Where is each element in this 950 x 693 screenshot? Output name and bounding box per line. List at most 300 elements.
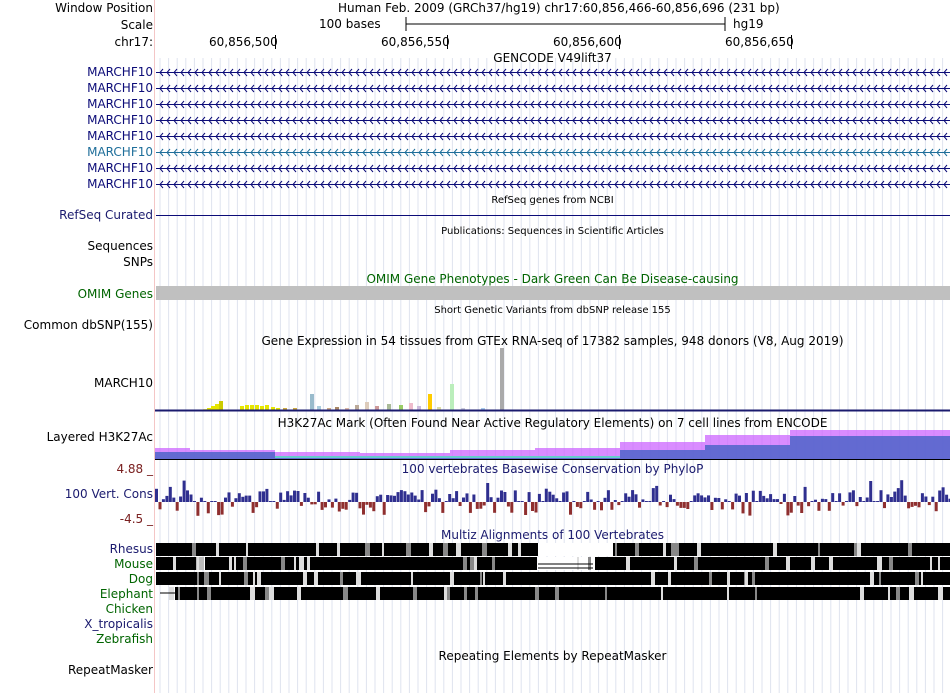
ruler-tick-label: 60,856,650 xyxy=(725,35,794,49)
conservation-bar xyxy=(359,502,362,508)
conservation-bar xyxy=(255,502,258,507)
gencode-transcript-line[interactable] xyxy=(156,132,950,141)
conservation-track-label[interactable]: 100 Vert. Cons xyxy=(64,487,153,501)
multiz-gap xyxy=(197,557,199,570)
multiz-gap xyxy=(829,557,833,570)
multiz-block xyxy=(175,587,950,600)
conservation-bar xyxy=(193,501,196,502)
conservation-bar xyxy=(862,501,865,502)
multiz-gap xyxy=(447,587,450,600)
conservation-bar xyxy=(155,489,158,502)
multiz-species-label[interactable]: Dog xyxy=(128,572,153,586)
conservation-bar xyxy=(645,501,648,502)
conservation-bar xyxy=(507,502,510,507)
conservation-bar xyxy=(604,498,607,502)
gtex-tissue-bar xyxy=(250,405,254,410)
gencode-transcript-line[interactable] xyxy=(156,100,950,109)
gencode-transcript-label[interactable]: MARCHF10 xyxy=(87,65,153,79)
multiz-gap xyxy=(294,557,296,570)
multiz-gap xyxy=(674,557,677,570)
multiz-gap xyxy=(456,543,461,556)
conservation-bar xyxy=(786,502,789,515)
multiz-gap xyxy=(173,557,176,570)
multiz-gap xyxy=(480,572,482,585)
conservation-bar xyxy=(579,502,582,508)
multiz-gap xyxy=(727,572,730,585)
gtex-tissue-bar xyxy=(450,384,454,410)
ruler-tick-label: 60,856,550 xyxy=(381,35,450,49)
scale-label: Scale xyxy=(120,18,153,32)
conservation-bar xyxy=(224,498,227,502)
multiz-gap xyxy=(870,572,874,585)
multiz-gap xyxy=(365,543,370,556)
conservation-bar xyxy=(466,493,469,502)
conservation-bar xyxy=(165,496,168,502)
conservation-bar xyxy=(673,499,676,502)
conservation-bar xyxy=(783,494,786,502)
multiz-gap xyxy=(755,587,757,600)
conservation-bar xyxy=(259,491,262,502)
conservation-bar xyxy=(828,502,831,511)
gtex-tissue-bar xyxy=(409,403,413,410)
conservation-bar xyxy=(707,495,710,502)
multiz-species-label[interactable]: X_tropicalis xyxy=(84,617,153,631)
multiz-species-label[interactable]: Zebrafish xyxy=(96,632,153,646)
conservation-bar xyxy=(521,501,524,502)
refseq-gene-line[interactable] xyxy=(156,215,950,216)
gtex-tissue-bar xyxy=(211,406,215,410)
gencode-transcript-line[interactable] xyxy=(156,116,950,125)
multiz-gap xyxy=(244,572,248,585)
multiz-gap xyxy=(314,572,318,585)
refseq-track-title: RefSeq genes from NCBI xyxy=(491,195,614,206)
conservation-bar xyxy=(890,497,893,502)
conservation-bar xyxy=(800,502,803,513)
omim-track-label[interactable]: OMIM Genes xyxy=(77,287,153,301)
conservation-bar xyxy=(883,502,886,508)
gencode-transcript-label[interactable]: MARCHF10 xyxy=(87,161,153,175)
conservation-bar xyxy=(307,498,310,502)
multiz-gap xyxy=(661,587,663,600)
chrom-label: chr17: xyxy=(114,35,153,49)
ruler-tick-label: 60,856,600 xyxy=(553,35,622,49)
multiz-species-label[interactable]: Elephant xyxy=(99,587,153,601)
conservation-bar xyxy=(759,491,762,502)
conservation-bar xyxy=(586,492,589,502)
conservation-bar xyxy=(383,502,386,515)
refseq-track-label[interactable]: RefSeq Curated xyxy=(59,208,153,222)
gtex-bar-chart[interactable] xyxy=(155,348,950,414)
conservation-bar xyxy=(214,501,217,502)
conservation-bar xyxy=(738,496,741,502)
conservation-bar xyxy=(893,492,896,502)
conservation-bar xyxy=(714,498,717,502)
conservation-bar xyxy=(911,502,914,507)
multiz-gap xyxy=(651,572,655,585)
conservation-bar xyxy=(873,501,876,502)
multiz-gap xyxy=(752,572,755,585)
conservation-bar xyxy=(938,491,941,503)
multiz-gap xyxy=(207,587,211,600)
conservation-signal[interactable] xyxy=(155,476,950,520)
conservation-bar xyxy=(434,490,437,502)
multiz-gap xyxy=(860,587,864,600)
conservation-bar xyxy=(752,491,755,502)
conservation-bar xyxy=(393,496,396,502)
conservation-bar xyxy=(286,491,289,502)
multiz-gap xyxy=(197,572,199,585)
multiz-species-label[interactable]: Mouse xyxy=(114,557,153,571)
conservation-bar xyxy=(321,502,324,510)
conservation-bar xyxy=(179,497,182,503)
conservation-bar xyxy=(666,502,669,507)
conservation-bar xyxy=(807,502,810,506)
multiz-gap xyxy=(668,572,671,585)
publications-track-label[interactable]: Sequences xyxy=(87,239,153,253)
multiz-gap xyxy=(854,543,857,556)
multiz-gap xyxy=(229,557,232,570)
conservation-bar xyxy=(324,502,327,507)
conservation-bar xyxy=(928,502,931,505)
conservation-bar xyxy=(590,500,593,503)
conservation-bar xyxy=(252,502,255,513)
conservation-max-label: 4.88 _ xyxy=(116,462,153,476)
conservation-bar xyxy=(400,490,403,502)
conservation-bar xyxy=(766,498,769,502)
multiz-gap xyxy=(635,543,639,556)
conservation-bar xyxy=(900,480,903,502)
conservation-bar xyxy=(314,502,317,504)
conservation-bar xyxy=(683,502,686,508)
multiz-gap xyxy=(444,587,447,600)
conservation-bar xyxy=(500,491,503,503)
multiz-gap xyxy=(475,587,478,600)
multiz-gap xyxy=(307,557,310,570)
conservation-bar xyxy=(855,502,858,506)
gtex-tissue-bar xyxy=(375,406,379,410)
conservation-bar xyxy=(424,502,427,512)
conservation-bar xyxy=(524,502,527,515)
conservation-bar xyxy=(310,502,313,504)
conservation-bar xyxy=(631,490,634,502)
conservation-bar xyxy=(497,498,500,502)
multiz-gap xyxy=(219,572,221,585)
conservation-bar xyxy=(621,501,624,502)
conservation-bar xyxy=(780,502,783,504)
conservation-bar xyxy=(172,498,175,502)
conservation-bar xyxy=(569,502,572,515)
gencode-transcript-label[interactable]: MARCHF10 xyxy=(87,129,153,143)
multiz-gap xyxy=(908,543,912,556)
gencode-transcript-label[interactable]: MARCHF10 xyxy=(87,177,153,191)
conservation-bar xyxy=(693,495,696,502)
conservation-bar xyxy=(317,492,320,502)
gtex-tissue-bar xyxy=(428,394,432,410)
conservation-bar xyxy=(469,502,472,513)
conservation-bar xyxy=(428,502,431,506)
conservation-bar xyxy=(328,499,331,502)
conservation-bar xyxy=(365,502,368,505)
conservation-bar xyxy=(248,496,251,502)
repeatmasker-track-label[interactable]: RepeatMasker xyxy=(67,663,153,677)
conservation-bar xyxy=(552,495,555,502)
gtex-tissue-bar xyxy=(365,402,369,410)
conservation-bar xyxy=(293,491,296,502)
gencode-transcript-label[interactable]: MARCHF10 xyxy=(87,81,153,95)
conservation-bar xyxy=(283,500,286,502)
conservation-bar xyxy=(704,497,707,502)
conservation-bar xyxy=(462,498,465,503)
omim-gene-bar[interactable] xyxy=(156,286,950,300)
conservation-bar xyxy=(728,501,731,502)
conservation-bar xyxy=(490,497,493,502)
conservation-bar xyxy=(914,502,917,506)
multiz-gap xyxy=(204,572,209,585)
multiz-gap xyxy=(938,587,943,600)
conservation-bar xyxy=(907,502,910,508)
gtex-track-label[interactable]: MARCH10 xyxy=(94,376,153,390)
conservation-bar xyxy=(945,495,948,502)
multiz-gap xyxy=(429,543,433,556)
multiz-gap xyxy=(337,543,340,556)
conservation-bar xyxy=(431,494,434,502)
multiz-gap xyxy=(663,543,666,556)
conservation-bar xyxy=(517,501,520,502)
multiz-block xyxy=(156,543,539,556)
h3k27ac-track-label[interactable]: Layered H3K27Ac xyxy=(46,430,153,444)
multiz-block xyxy=(538,543,613,556)
multiz-gap xyxy=(192,543,196,556)
multiz-gap xyxy=(508,543,512,556)
conservation-bar xyxy=(452,498,455,502)
conservation-bar xyxy=(245,496,248,502)
conservation-bar xyxy=(376,496,379,502)
multiz-gap xyxy=(697,543,701,556)
conservation-bar xyxy=(880,490,883,502)
gtex-tissue-bar xyxy=(399,405,403,410)
conservation-bar xyxy=(804,487,807,502)
multiz-gap xyxy=(269,587,274,600)
conservation-bar xyxy=(341,502,344,509)
snps-track-label[interactable]: SNPs xyxy=(123,255,153,269)
conservation-bar xyxy=(793,496,796,502)
conservation-bar xyxy=(597,501,600,502)
conservation-bar xyxy=(566,491,569,502)
multiz-gap xyxy=(178,587,180,600)
repeatmasker-track-title: Repeating Elements by RepeatMasker xyxy=(438,649,667,663)
multiz-gap xyxy=(482,543,487,556)
conservation-bar xyxy=(690,501,693,502)
conservation-bar xyxy=(355,493,358,502)
conservation-bar xyxy=(183,481,186,502)
multiz-gap xyxy=(265,587,269,600)
multiz-gap xyxy=(316,543,319,556)
multiz-gap xyxy=(535,587,539,600)
ruler-ticks xyxy=(270,33,830,49)
multiz-gap xyxy=(340,572,343,585)
conservation-bar xyxy=(669,495,672,502)
conservation-bar xyxy=(241,497,244,502)
gencode-transcript-line[interactable] xyxy=(156,164,950,173)
conservation-bar xyxy=(897,488,900,502)
multiz-gap xyxy=(889,557,893,570)
publications-track-title: Publications: Sequences in Scientific Articles xyxy=(441,226,664,237)
multiz-gap xyxy=(605,587,607,600)
conservation-bar xyxy=(303,493,306,502)
conservation-bar xyxy=(866,498,869,503)
multiz-gap xyxy=(518,543,521,556)
conservation-bar xyxy=(942,487,945,502)
conservation-bar xyxy=(628,497,631,502)
conservation-bar xyxy=(710,502,713,510)
multiz-gap xyxy=(343,587,348,600)
conservation-bar xyxy=(869,481,872,502)
multiz-gap xyxy=(921,572,923,585)
multiz-gap xyxy=(297,587,301,600)
gencode-transcript-line[interactable] xyxy=(156,84,950,93)
multiz-track-title: Multiz Alignments of 100 Vertebrates xyxy=(440,528,665,542)
multiz-gap xyxy=(356,572,361,585)
multiz-species-label[interactable]: Rhesus xyxy=(109,542,153,556)
conservation-bar xyxy=(334,499,337,502)
gencode-transcript-label[interactable]: MARCHF10 xyxy=(87,113,153,127)
conservation-bar xyxy=(272,501,275,502)
multiz-gap xyxy=(216,543,219,556)
conservation-bar xyxy=(265,489,268,502)
gencode-transcript-label[interactable]: MARCHF10 xyxy=(87,97,153,111)
dbsnp-track-title: Short Genetic Variants from dbSNP release 155 xyxy=(434,305,671,316)
multiz-block xyxy=(156,572,950,585)
conservation-bar xyxy=(745,493,748,502)
multiz-gap xyxy=(257,572,261,585)
conservation-bar xyxy=(610,502,613,510)
conservation-bar xyxy=(503,492,506,502)
conservation-bar xyxy=(755,501,758,502)
gtex-track-title: Gene Expression in 54 tissues from GTEx RNA-seq of 17382 samples, 948 donors (V8, Aug 2019) xyxy=(261,334,844,348)
ruler-tick-label: 60,856,500 xyxy=(209,35,278,49)
conservation-bar xyxy=(228,492,231,502)
multiz-gap xyxy=(765,557,769,570)
multiz-gap xyxy=(246,543,248,556)
dbsnp-track-label[interactable]: Common dbSNP(155) xyxy=(23,318,153,332)
conservation-bar xyxy=(624,493,627,502)
multiz-gap xyxy=(811,557,815,570)
multiz-alignment-blocks[interactable] xyxy=(155,542,950,602)
conservation-bar xyxy=(476,502,479,509)
conservation-bar xyxy=(859,497,862,502)
multiz-species-label[interactable]: Chicken xyxy=(105,602,153,616)
conservation-bar xyxy=(535,502,538,513)
conservation-bar xyxy=(352,493,355,502)
conservation-bar xyxy=(652,488,655,502)
conservation-bar xyxy=(748,502,751,516)
conservation-bar xyxy=(397,492,400,502)
conservation-bar xyxy=(576,502,579,507)
multiz-gap xyxy=(615,543,617,556)
gencode-transcript-line[interactable] xyxy=(156,180,950,189)
gtex-tissue-bar xyxy=(310,394,314,410)
conservation-bar xyxy=(262,491,265,502)
conservation-bar xyxy=(338,502,341,512)
multiz-gap xyxy=(281,557,285,570)
conservation-bar xyxy=(700,495,703,502)
conservation-bar xyxy=(662,501,665,502)
gencode-transcript-line[interactable] xyxy=(156,148,950,157)
conservation-bar xyxy=(686,502,689,509)
multiz-gap xyxy=(470,557,474,570)
conservation-bar xyxy=(417,500,420,503)
conservation-bar xyxy=(593,502,596,510)
conservation-bar xyxy=(931,497,934,502)
gencode-transcript-line[interactable] xyxy=(156,68,950,77)
conservation-bar xyxy=(717,498,720,502)
conservation-bar xyxy=(679,502,682,508)
omim-track-title: OMIM Gene Phenotypes - Dark Green Can Be Disease-causing xyxy=(366,272,739,286)
conservation-bar xyxy=(407,495,410,503)
conservation-bar xyxy=(904,496,907,502)
conservation-bar xyxy=(414,496,417,502)
conservation-bar xyxy=(300,502,303,506)
conservation-bar xyxy=(479,502,482,509)
gtex-tissue-bar xyxy=(255,405,259,410)
conservation-bar xyxy=(200,498,203,502)
gtex-tissue-bar xyxy=(215,404,219,410)
conservation-bar xyxy=(545,489,548,502)
multiz-gap xyxy=(877,557,882,570)
conservation-bar xyxy=(655,486,658,502)
conservation-bar xyxy=(531,502,534,511)
gtex-tissue-bar xyxy=(240,406,244,410)
conservation-bar xyxy=(379,495,382,502)
gtex-tissue-bar xyxy=(355,405,359,410)
conservation-bar xyxy=(659,502,662,506)
conservation-bar xyxy=(510,502,513,513)
gtex-tissue-bar xyxy=(260,406,264,410)
conservation-bar xyxy=(210,501,213,502)
conservation-bar xyxy=(369,502,372,508)
conservation-bar xyxy=(448,494,451,502)
multiz-gap xyxy=(197,587,199,600)
conservation-bar xyxy=(838,493,841,502)
conservation-bar xyxy=(842,502,845,506)
conservation-bar xyxy=(648,501,651,502)
scale-value: 100 bases xyxy=(319,17,381,31)
conservation-bar xyxy=(769,494,772,502)
multiz-gap xyxy=(930,557,932,570)
conservation-track-title: 100 vertebrates Basewise Conservation by PhyloP xyxy=(401,462,704,476)
conservation-bar xyxy=(824,499,827,502)
conservation-bar xyxy=(797,502,800,506)
gencode-transcript-label[interactable]: MARCHF10 xyxy=(87,145,153,159)
conservation-bar xyxy=(849,492,852,502)
conservation-bar xyxy=(814,500,817,502)
conservation-bar xyxy=(445,501,448,502)
conservation-bar xyxy=(403,491,406,502)
conservation-bar xyxy=(876,501,879,502)
multiz-gap xyxy=(896,587,900,600)
conservation-bar xyxy=(835,501,838,502)
conservation-bar xyxy=(331,502,334,508)
multiz-gap xyxy=(474,557,477,570)
conservation-bar xyxy=(773,499,776,502)
conservation-bar xyxy=(186,490,189,502)
conservation-bar xyxy=(455,491,458,502)
conservation-bar xyxy=(735,494,738,502)
conservation-bar xyxy=(583,501,586,502)
h3k27ac-signal[interactable] xyxy=(155,428,950,460)
multiz-gap xyxy=(382,543,384,556)
conservation-bar xyxy=(421,490,424,502)
